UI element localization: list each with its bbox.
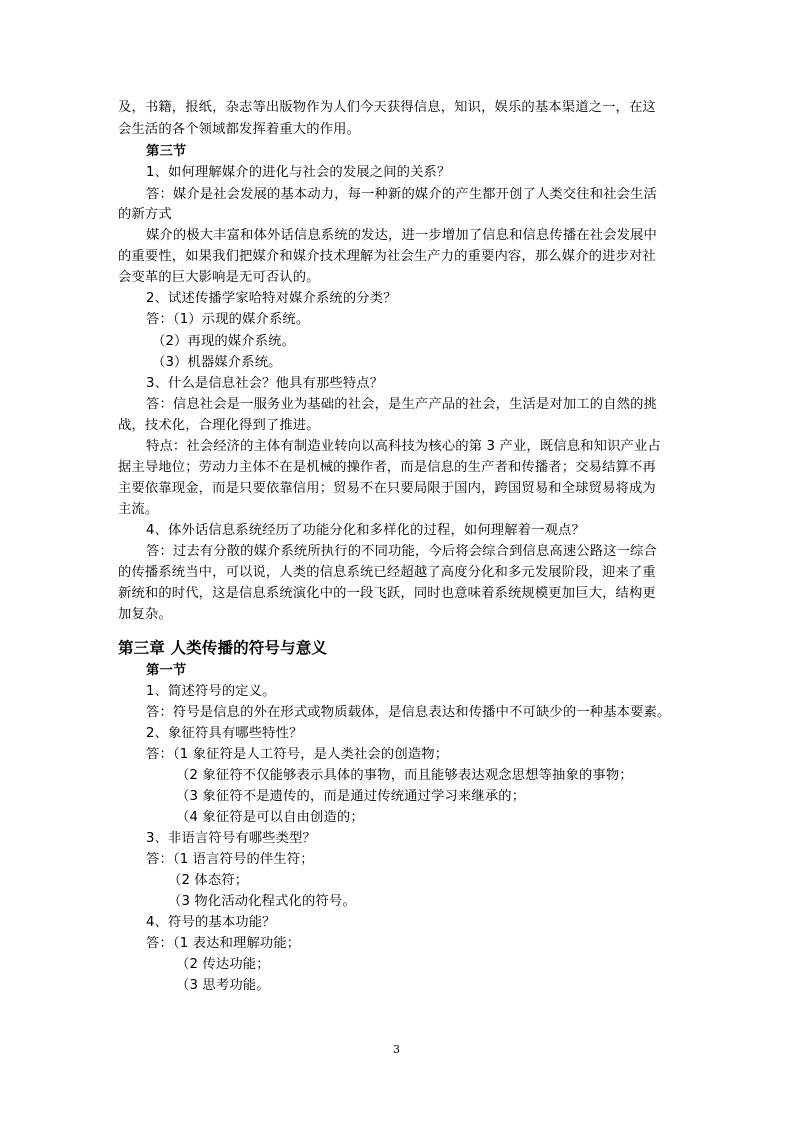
answer-item: （2）再现的媒介系统。 bbox=[152, 334, 296, 349]
answer-item: （3 思考功能。 bbox=[176, 978, 270, 993]
answer-line: 答：（1）示现的媒介系统。 bbox=[146, 312, 310, 327]
paragraph-line: 新统和的时代，这是信息系统演化中的一段飞跃，同时也意味着系统规模更加巨大，结构更 bbox=[118, 586, 656, 601]
paragraph-line: 的传播系统当中，可以说，人类的信息系统已经超越了高度分化和多元发展阶段，迎来了重 bbox=[118, 565, 656, 580]
section-heading: 第一节 bbox=[146, 663, 187, 678]
question-line: 4、体外话信息系统经历了功能分化和多样化的过程，如何理解着一观点？ bbox=[146, 523, 585, 538]
answer-line: 答：信息社会是一服务业为基础的社会，是生产产品的社会，生活是对加工的自然的挑 bbox=[146, 397, 657, 412]
question-line: 3、什么是信息社会？他具有那些特点？ bbox=[146, 376, 384, 391]
paragraph-line: 媒介的极大丰富和体外话信息系统的发达，进一步增加了信息和信息传播在社会发展中 bbox=[146, 228, 657, 243]
section-heading: 第三节 bbox=[146, 144, 187, 159]
question-line: 2、试述传播学家哈特对媒介系统的分类？ bbox=[146, 291, 397, 306]
question-line: 4、符号的基本功能？ bbox=[146, 915, 276, 930]
paragraph-line: 的新方式 bbox=[118, 207, 172, 222]
answer-item: （4 象征符是可以自由创造的； bbox=[176, 810, 364, 825]
paragraph-line: 的重要性，如果我们把媒介和媒介技术理解为社会生产力的重要内容，那么媒介的进步对社 bbox=[118, 249, 656, 264]
answer-item: （2 象征符不仅能够表示具体的事物，而且能够表达观念思想等抽象的事物； bbox=[176, 768, 633, 783]
paragraph-line: 会生活的各个领域都发挥着重大的作用。 bbox=[118, 122, 361, 137]
answer-line: 答：（1 表达和理解功能； bbox=[146, 936, 301, 951]
paragraph-line: 会变革的巨大影响是无可否认的。 bbox=[118, 270, 320, 285]
answer-item: （3 物化活动化程式化的符号。 bbox=[168, 894, 356, 909]
answer-item: （2 体态符； bbox=[168, 873, 249, 888]
paragraph-line: 战，技术化，合理化得到了推进。 bbox=[118, 418, 320, 433]
question-line: 3、非语言符号有哪些类型？ bbox=[146, 831, 316, 846]
paragraph-line: 特点：社会经济的主体有制造业转向以高科技为核心的第 3 产业，既信息和知识产业占 bbox=[146, 439, 661, 454]
answer-item: （2 传达功能； bbox=[176, 957, 270, 972]
paragraph-line: 及，书籍，报纸，杂志等出版物作为人们今天获得信息，知识，娱乐的基本渠道之一，在这 bbox=[118, 100, 656, 115]
question-line: 1、简述符号的定义。 bbox=[146, 684, 276, 699]
answer-line: 答：（1 语言符号的伴生符； bbox=[146, 852, 314, 867]
paragraph-line: 加复杂。 bbox=[118, 607, 172, 622]
answer-line: 答：符号是信息的外在形式或物质载体，是信息表达和传播中不可缺少的一种基本要素。 bbox=[146, 705, 671, 720]
paragraph-line: 主流。 bbox=[118, 502, 159, 517]
page-number: 3 bbox=[393, 1043, 400, 1056]
answer-item: （3 象征符不是遗传的，而是通过传统通过学习来继承的； bbox=[176, 789, 526, 804]
answer-item: （3）机器媒介系统。 bbox=[152, 355, 282, 370]
chapter-title: 第三章 人类传播的符号与意义 bbox=[118, 639, 327, 657]
answer-line: 答：（1 象征符是人工符号，是人类社会的创造物； bbox=[146, 747, 449, 762]
paragraph-line: 据主导地位；劳动力主体不在是机械的操作者，而是信息的生产者和传播者；交易结算不再 bbox=[118, 460, 656, 475]
question-line: 2、象征符具有哪些特性？ bbox=[146, 726, 303, 741]
answer-line: 答：媒介是社会发展的基本动力，每一种新的媒介的产生都开创了人类交往和社会生活 bbox=[146, 187, 657, 202]
answer-line: 答：过去有分散的媒介系统所执行的不同功能，今后将会综合到信息高速公路这一综合 bbox=[146, 544, 657, 559]
question-line: 1、如何理解媒介的进化与社会的发展之间的关系？ bbox=[146, 165, 451, 180]
paragraph-line: 主要依靠现金，而是只要依靠信用；贸易不在只要局限于国内，跨国贸易和全球贸易将成为 bbox=[118, 481, 656, 496]
